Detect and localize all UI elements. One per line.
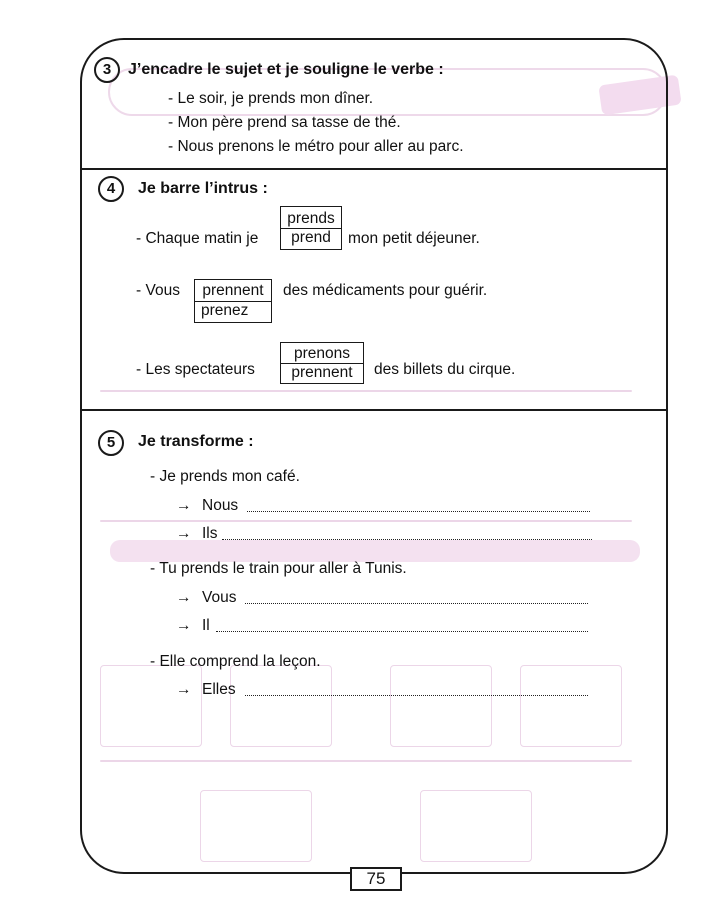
exercise-5-pronoun: Ils [202,525,218,542]
exercise-5-sentence-1: - Je prends mon café. [150,468,300,485]
answer-dotted-line[interactable] [216,631,588,632]
arrow-icon: → [176,525,192,542]
exercise-3-sentence-1: - Le soir, je prends mon dîner. [168,90,374,107]
exercise-4-item-1-end: mon petit déjeuner. [348,230,480,247]
exercise-5-pronoun: Elles [202,681,236,698]
exercise-5-sentence-3: - Elle comprend la leçon. [150,653,321,670]
exercise-5-answer-line [176,589,236,607]
exercise-5-pronoun: Vous [202,589,237,606]
exercise-5-number: 5 [98,430,124,456]
exercise-3-sentence-3: - Nous prenons le métro pour aller au parc. [168,138,464,155]
answer-dotted-line[interactable] [247,511,590,512]
arrow-icon: → [176,497,192,514]
exercise-3-number: 3 [94,57,120,83]
exercise-4-item-1-start: - Chaque matin je [136,230,259,247]
exercise-4-item-2-choice-box [194,279,272,323]
answer-dotted-line[interactable] [222,539,592,540]
exercise-4-item-1-option-2: prend [291,229,331,246]
exercise-5-answer-line [176,681,236,699]
exercise-3-title: J’encadre le sujet et je souligne le verbe : [128,61,444,78]
exercise-4-item-3-end: des billets du cirque. [374,361,516,378]
exercise-4-item-1-option-1: prends [287,210,335,227]
exercise-5-answer-line [176,497,238,515]
exercise-4-title: Je barre l’intrus : [138,180,268,197]
exercise-4-item-3-option-2: prennent [291,364,353,381]
worksheet-frame [80,38,668,874]
arrow-icon: → [176,681,192,698]
exercise-5-sentence-2: - Tu prends le train pour aller à Tunis. [150,560,407,577]
exercise-3-sentence-2: - Mon père prend sa tasse de thé. [168,114,401,131]
exercise-4-number: 4 [98,176,124,202]
page-number: 75 [350,867,402,891]
exercise-5-title: Je transforme : [138,433,254,450]
exercise-4-item-2-start: - Vous [136,282,180,299]
exercise-4-item-3-option-1: prenons [293,345,350,362]
exercise-4-item-3-start: - Les spectateurs [136,361,255,378]
section-divider [80,168,668,170]
exercise-4-item-2-end: des médicaments pour guérir. [283,282,488,299]
section-divider [80,409,668,411]
exercise-5-answer-line [176,525,218,543]
arrow-icon: → [176,589,192,606]
answer-dotted-line[interactable] [245,695,588,696]
exercise-4-item-2-option-2: prenez [201,302,249,319]
exercise-5-pronoun: Il [202,617,210,634]
exercise-4-item-1-choice-box [280,206,342,250]
answer-dotted-line[interactable] [245,603,588,604]
arrow-icon: → [176,617,192,634]
exercise-5-answer-line [176,617,210,635]
exercise-4-item-3-choice-box [280,342,364,384]
exercise-4-item-2-option-1: prennent [202,282,264,299]
exercise-5-pronoun: Nous [202,497,239,514]
